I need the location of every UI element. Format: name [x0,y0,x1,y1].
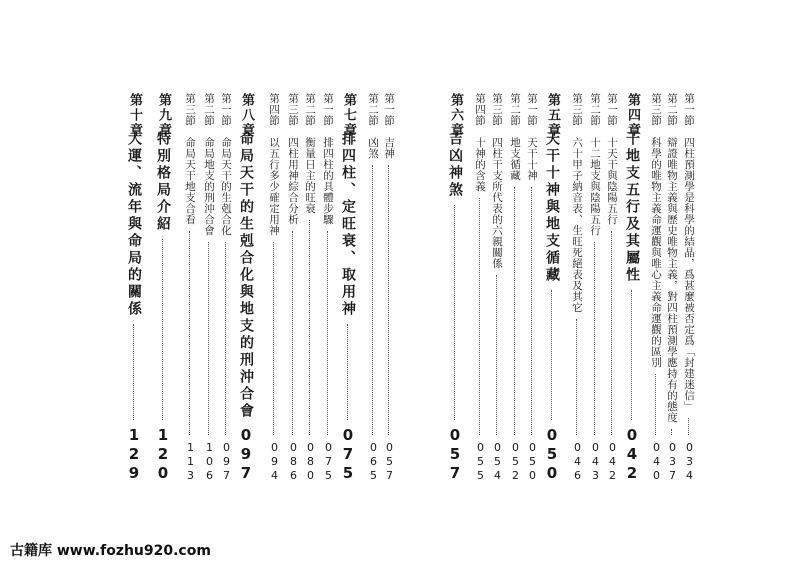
chapter-entry [155,93,171,483]
entry-number: 第一節 [683,93,695,126]
entry-title: 大運、流年與命局的關係 [126,131,142,318]
page-number: 129 [125,426,143,483]
entry-title: 命局天干的生剋合化 [220,137,232,236]
page-number: 097 [220,441,233,483]
entry-number: 第三節 [571,93,583,126]
page-number: 113 [184,441,197,483]
page-number: 042 [606,441,619,483]
entry-title: 命局天干的生剋合化與地支的刑沖合會 [238,131,254,420]
page-number: 080 [304,441,317,483]
page-number: 046 [571,441,584,483]
entry-number: 第二節 [589,93,601,126]
chapter-entry [624,93,640,483]
section-entry [302,93,318,483]
page-number: 042 [623,426,641,483]
chapter-entry [238,93,254,483]
entry-number: 第二節 [367,93,379,126]
leader-dots [292,231,293,435]
entry-number: 第七章 [341,93,356,138]
leader-dots [388,165,389,435]
page-number: 040 [650,441,663,483]
entry-number: 第四章 [625,93,640,138]
section-entry [604,93,620,483]
watermark-footer: 古籍库 www.fozhu920.com [10,543,211,559]
leader-dots [496,275,497,435]
entry-title: 天干十神 [526,137,538,181]
page-number: 050 [526,441,539,483]
section-entry [285,93,301,483]
leader-dots [551,290,552,420]
entry-title: 凶煞 [367,137,379,159]
entry-title: 命局天干地支合看 [184,137,196,225]
leader-dots [688,418,689,435]
chapter-entry [544,93,560,483]
entry-title: 科學的唯物主義命運觀與唯心主義命運觀的區別 [650,137,662,368]
entry-number: 第二節 [304,93,316,126]
entry-number: 第二節 [509,93,521,126]
entry-title: 十二地支與陰陽五行 [589,137,601,236]
page-number: 034 [683,441,696,483]
page-number: 054 [491,441,504,483]
page-number: 094 [268,441,281,483]
leader-dots [576,319,577,435]
section-entry [489,93,505,483]
entry-title: 衡量日主的旺衰 [304,137,316,214]
page-number: 065 [367,441,380,483]
leader-dots [514,187,515,435]
entry-title: 六十甲子納音表、生旺死絕表及其它 [571,137,583,313]
chapter-entry [340,93,356,483]
section-entry [381,93,397,483]
entry-number: 第六章 [448,93,463,138]
page-number: 057 [446,426,464,483]
entry-title: 十神的含義 [474,137,486,192]
page-number: 037 [666,441,679,483]
leader-dots [454,205,455,420]
leader-dots [162,239,163,420]
leader-dots [225,242,226,435]
chapter-entry [447,93,463,483]
entry-number: 第八章 [239,93,254,138]
entry-title: 地支循藏 [509,137,521,181]
leader-dots [347,324,348,420]
section-entry [201,93,217,483]
entry-title: 吉凶神煞 [447,131,463,199]
section-entry [507,93,523,483]
leader-dots [327,231,328,435]
entry-number: 第一節 [383,93,395,126]
entry-number: 第四節 [474,93,486,126]
entry-number: 第三節 [184,93,196,126]
entry-title: 四柱干支所代表的六親關係 [491,137,503,269]
entry-title: 四柱預測學是科學的結晶，爲甚麼被否定爲「封建迷信」 [683,137,695,412]
entry-number: 第九章 [156,93,171,138]
page-number: 057 [383,441,396,483]
leader-dots [133,324,134,420]
section-entry [648,93,664,483]
leader-dots [631,290,632,420]
section-entry [664,93,680,483]
leader-dots [611,231,612,435]
entry-number: 第二節 [666,93,678,126]
leader-dots [208,242,209,435]
entry-number: 第一節 [526,93,538,126]
section-entry [472,93,488,483]
leader-dots [189,231,190,435]
entry-title: 排四柱、定旺衰、取用神 [340,131,356,318]
leader-dots [671,429,672,435]
page-number: 075 [339,426,357,483]
entry-title: 十天干與陰陽五行 [606,137,618,225]
entry-number: 第一節 [220,93,232,126]
leader-dots [479,198,480,435]
entry-title: 以五行多少確定用神 [268,137,280,236]
page-number: 052 [509,441,522,483]
entry-number: 第十章 [127,93,142,138]
entry-title: 吉神 [383,137,395,159]
entry-number: 第三節 [650,93,662,126]
section-entry [266,93,282,483]
entry-number: 第五章 [545,93,560,138]
entry-title: 四柱用神綜合分析 [287,137,299,225]
entry-title: 天干十神與地支循藏 [544,131,560,284]
section-entry [320,93,336,483]
section-entry [182,93,198,483]
chapter-entry [126,93,142,483]
entry-title: 辯證唯物主義與歷史唯物主義，對四柱預測學應持有的態度 [666,137,678,423]
section-entry [365,93,381,483]
section-entry [587,93,603,483]
page-number: 075 [322,441,335,483]
leader-dots [273,242,274,435]
entry-number: 第三節 [287,93,299,126]
entry-number: 第一節 [322,93,334,126]
leader-dots [531,187,532,435]
section-entry [524,93,540,483]
section-entry [218,93,234,483]
page-number: 043 [589,441,602,483]
leader-dots [594,242,595,435]
entry-title: 特別格局介紹 [155,131,171,233]
entry-number: 第四節 [268,93,280,126]
page-number: 055 [474,441,487,483]
entry-title: 命局地支的刑沖合會 [203,137,215,236]
leader-dots [372,165,373,435]
page-number: 106 [203,441,216,483]
entry-number: 第二節 [203,93,215,126]
entry-number: 第三節 [491,93,503,126]
page-number: 097 [237,426,255,483]
section-entry [681,93,697,483]
page-number: 120 [154,426,172,483]
page-number: 086 [287,441,300,483]
page-number: 050 [543,426,561,483]
leader-dots [309,220,310,435]
entry-number: 第一節 [606,93,618,126]
leader-dots [655,374,656,435]
entry-title: 干地支五行及其屬性 [624,131,640,284]
entry-title: 排四柱的具體步驟 [322,137,334,225]
section-entry [569,93,585,483]
